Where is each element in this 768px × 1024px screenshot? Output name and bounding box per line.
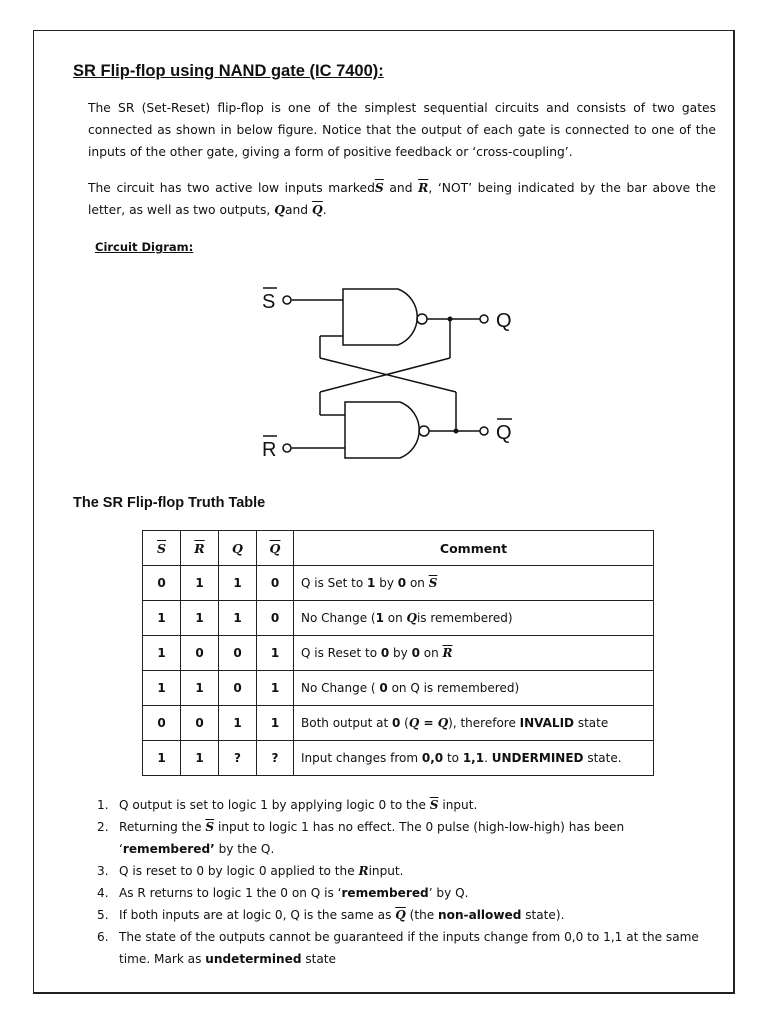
bubble-top bbox=[417, 314, 427, 324]
list-item: 2. Returning the $\overline{S}$ input to logic 1 has no effect. The 0 pulse (high-low-high) has been ‘remembered’ by the Q. bbox=[97, 820, 625, 856]
list-item: 4. As R returns to logic 1 the 0 on Q is ‘remembered’ by Q. bbox=[97, 886, 469, 900]
comment-cell: Input changes from 0,0 to 1,1. UNDERMINED state. bbox=[294, 741, 654, 776]
intro-paragraph-1: The SR (Set-Reset) flip-flop is one of the simplest sequential circuits and consists of two gates connected as shown in below figure. Notice that the output of each gate is connected to one of the inputs of the other gate, giving a form of positive feedback or ‘cross-coupling’. bbox=[88, 101, 716, 159]
bubble-bottom bbox=[419, 426, 429, 436]
table-row: 1 1 0 1 No Change ( 0 on Q is remembered) bbox=[143, 671, 654, 706]
circuit-heading: Circuit Digram: bbox=[95, 240, 194, 254]
table-row: 0 1 1 0 Q is Set to 1 by 0 on $\overline{S}$ bbox=[143, 566, 654, 601]
table-row: 1 1 1 0 No Change (1 on Qis remembered) bbox=[143, 601, 654, 636]
page-title: SR Flip-flop using NAND gate (IC 7400): bbox=[73, 62, 384, 80]
comment-cell: No Change (1 on Qis remembered) bbox=[294, 601, 654, 636]
table-title: The SR Flip-flop Truth Table bbox=[73, 495, 266, 511]
label-r: R bbox=[262, 439, 277, 461]
table-header-row bbox=[143, 531, 654, 566]
table-row: 0 0 1 1 Both output at 0 (Q = Q), therefore INVALID state bbox=[143, 706, 654, 741]
comment-cell: Q is Reset to 0 by 0 on $\overline{R}$ bbox=[294, 636, 654, 671]
comment-cell: No Change ( 0 on Q is remembered) bbox=[294, 671, 654, 706]
table-row: 1 1 ? ? Input changes from 0,0 to 1,1. UNDERMINED state. bbox=[143, 741, 654, 776]
nand-gate-bottom bbox=[345, 402, 419, 458]
label-s: S bbox=[262, 291, 276, 313]
truth-table bbox=[142, 530, 654, 776]
header-qbar: $\overline{Q}$ bbox=[257, 531, 294, 566]
header-s: $\overline{S}$ bbox=[143, 531, 181, 566]
list-item: 1. Q output is set to logic 1 by applying logic 0 to the $\overline{S}$ input. bbox=[97, 798, 478, 812]
list-item: 6. The state of the outputs cannot be guaranteed if the inputs change from 0,0 to 1,1 at the same time. Mark as undetermined state bbox=[97, 930, 699, 966]
header-q: Q bbox=[219, 531, 257, 566]
label-q: Q bbox=[496, 310, 512, 332]
list-item: 5. If both inputs are at logic 0, Q is the same as $\overline{Q}$ (the non-allowed state). bbox=[97, 908, 565, 922]
comment-cell: Q is Set to 1 by 0 on $\overline{S}$ bbox=[294, 566, 654, 601]
table-row: 1 0 0 1 Q is Reset to 0 by 0 on $\overline{R}$ bbox=[143, 636, 654, 671]
list-item: 3. Q is reset to 0 by logic 0 applied to the Rinput. bbox=[97, 864, 404, 878]
header-r: $\overline{R}$ bbox=[181, 531, 219, 566]
comment-cell: Both output at 0 (Q = Q), therefore INVALID state bbox=[294, 706, 654, 741]
intro-paragraph-2: The circuit has two active low inputs $marked\overline{S}$ and $\overline{R}$, ‘NOT’ being indicated by the bar above the letter, as well as two outputs, Qand $\overline{Q}$. bbox=[88, 180, 716, 217]
header-comment: Comment bbox=[294, 531, 654, 566]
nand-gate-top bbox=[343, 289, 417, 345]
circuit-diagram bbox=[250, 280, 530, 470]
notes-list bbox=[97, 794, 717, 970]
label-qbar: Q bbox=[496, 422, 512, 444]
